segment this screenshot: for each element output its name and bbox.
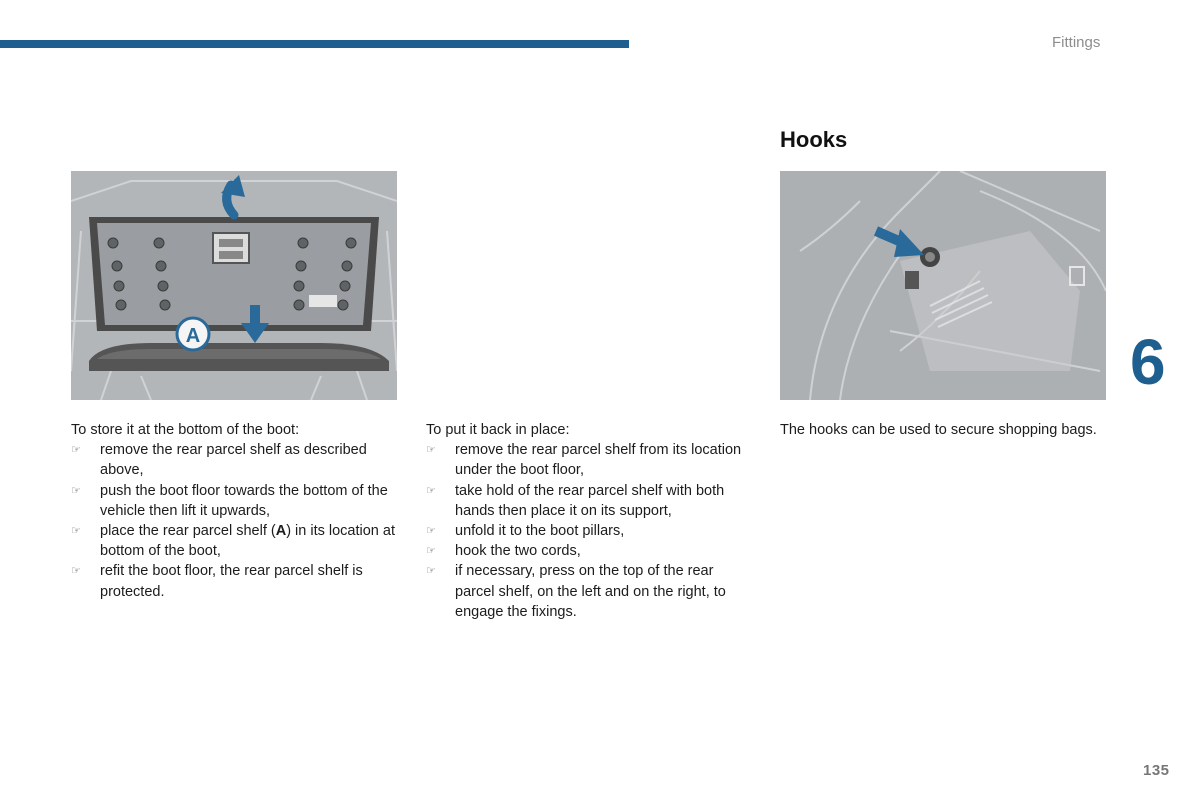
store-instructions [71, 420, 401, 602]
hand-pointer-icon: ☞ [426, 484, 436, 497]
hooks-description [780, 420, 1110, 440]
list-item: ☞ place the rear parcel shelf (A) in its location at bottom of the boot, [71, 523, 395, 560]
boot-hooks-illustration [780, 171, 1106, 400]
hand-pointer-icon: ☞ [426, 525, 436, 538]
page-number: 135 [1143, 762, 1170, 779]
hand-pointer-icon: ☞ [426, 565, 436, 578]
list-item: ☞ hook the two cords, [426, 541, 756, 561]
boot-floor-illustration [71, 171, 397, 400]
section-title: Fittings [1052, 34, 1101, 51]
hooks-text: The hooks can be used to secure shopping bags. [780, 422, 1097, 438]
store-intro: To store it at the bottom of the boot: [71, 422, 300, 438]
hand-pointer-icon: ☞ [71, 565, 81, 578]
header-rule [0, 40, 629, 48]
replace-intro: To put it back in place: [426, 422, 570, 438]
list-item: ☞ remove the rear parcel shelf as described above, [71, 442, 367, 479]
hand-pointer-icon: ☞ [71, 444, 81, 457]
replace-instructions [426, 420, 756, 622]
list-item: ☞ push the boot floor towards the bottom of the vehicle then lift it upwards, [71, 482, 388, 519]
list-item: ☞ if necessary, press on the top of the rear parcel shelf, on the left and on the right, to engage the fixings. [426, 563, 726, 620]
callout-a-label: A [185, 325, 201, 347]
list-item: ☞ unfold it to the boot pillars, [426, 521, 756, 541]
hooks-heading: Hooks [780, 127, 848, 152]
hand-pointer-icon: ☞ [426, 545, 436, 558]
list-item: ☞ remove the rear parcel shelf from its location under the boot floor, [426, 442, 742, 479]
hand-pointer-icon: ☞ [71, 484, 81, 497]
hand-pointer-icon: ☞ [71, 525, 81, 538]
hand-pointer-icon: ☞ [426, 444, 436, 457]
list-item: ☞ refit the boot floor, the rear parcel shelf is protected. [71, 563, 363, 600]
list-item: ☞ take hold of the rear parcel shelf with both hands then place it on its support, [426, 482, 725, 519]
chapter-number: 6 [1130, 326, 1166, 398]
